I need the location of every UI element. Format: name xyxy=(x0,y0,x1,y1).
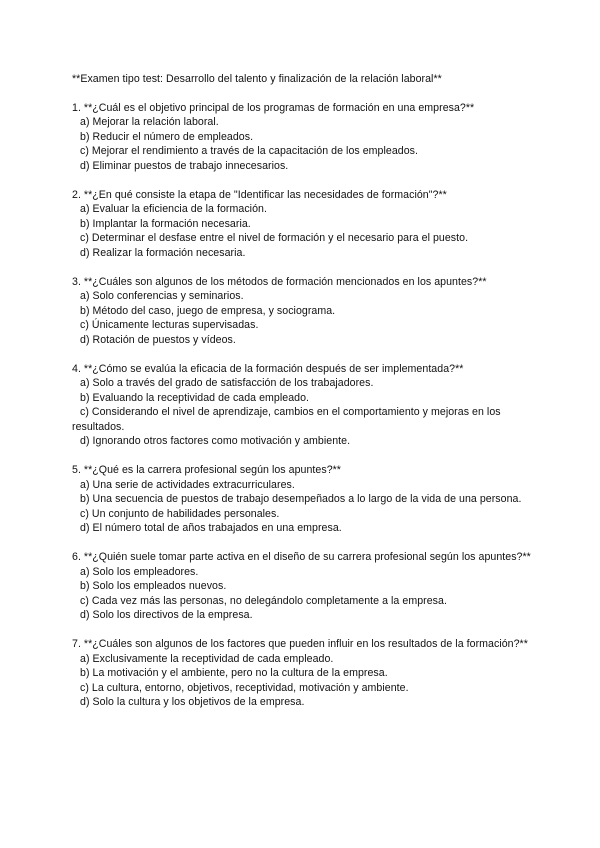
answer-option-a: a) Exclusivamente la receptividad de cada empleado. xyxy=(80,652,334,665)
question-4 xyxy=(72,362,532,449)
answer-option-c: c) Considerando el nivel de aprendizaje, cambios en el comportamiento y mejoras en los resultados. xyxy=(72,406,501,433)
answer-option-b: b) Reducir el número de empleados. xyxy=(80,130,254,143)
answer-option-c: c) La cultura, entorno, objetivos, receptividad, motivación y ambiente. xyxy=(80,681,409,694)
document-title: **Examen tipo test: Desarrollo del talento y finalización de la relación laboral** xyxy=(72,73,442,85)
question-text: 3. **¿Cuáles son algunos de los métodos de formación mencionados en los apuntes?** xyxy=(72,275,487,288)
answer-option-d: d) El número total de años trabajados en una empresa. xyxy=(80,522,342,534)
answer-option-d: d) Eliminar puestos de trabajo innecesarios. xyxy=(80,159,289,172)
answer-option-c: c) Un conjunto de habilidades personales. xyxy=(80,507,280,520)
answer-option-c: c) Mejorar el rendimiento a través de la capacitación de los empleados. xyxy=(80,145,419,157)
answer-option-b: b) Implantar la formación necesaria. xyxy=(80,217,251,230)
answer-option-b: b) Una secuencia de puestos de trabajo desempeñados a lo largo de la vida de una persona. xyxy=(80,493,522,505)
answer-option-d: d) Realizar la formación necesaria. xyxy=(80,246,246,259)
answer-option-a: a) Solo los empleadores. xyxy=(80,565,199,578)
question-2 xyxy=(72,188,532,261)
answer-option-d: d) Solo los directivos de la empresa. xyxy=(80,609,253,621)
answer-option-c: c) Únicamente lecturas supervisadas. xyxy=(80,319,259,331)
question-text: 1. **¿Cuál es el objetivo principal de los programas de formación en una empresa?** xyxy=(72,101,475,114)
answer-option-a: a) Evaluar la eficiencia de la formación. xyxy=(80,203,267,215)
question-1 xyxy=(72,101,532,174)
answer-option-a: a) Solo a través del grado de satisfacción de los trabajadores. xyxy=(80,377,374,389)
question-6 xyxy=(72,550,532,623)
answer-option-d: d) Rotación de puestos y vídeos. xyxy=(80,333,236,346)
question-7 xyxy=(72,637,532,710)
question-5 xyxy=(72,463,532,536)
answer-option-d: d) Solo la cultura y los objetivos de la empresa. xyxy=(80,696,305,708)
answer-option-a: a) Solo conferencias y seminarios. xyxy=(80,290,244,302)
question-3 xyxy=(72,275,532,348)
answer-option-d: d) Ignorando otros factores como motivación y ambiente. xyxy=(80,435,351,447)
answer-option-c: c) Determinar el desfase entre el nivel de formación y el necesario para el puesto. xyxy=(80,232,469,244)
question-text: 7. **¿Cuáles son algunos de los factores que pueden influir en los resultados de la formación?** xyxy=(72,638,528,650)
question-text: 5. **¿Qué es la carrera profesional según los apuntes?** xyxy=(72,464,341,476)
answer-option-c: c) Cada vez más las personas, no delegándolo completamente a la empresa. xyxy=(80,594,447,607)
question-text: 4. **¿Cómo se evalúa la eficacia de la formación después de ser implementada?** xyxy=(72,362,464,375)
document-content xyxy=(72,72,532,724)
question-text: 6. **¿Quién suele tomar parte activa en el diseño de su carrera profesional según los apuntes?** xyxy=(72,551,531,563)
answer-option-b: b) Método del caso, juego de empresa, y sociograma. xyxy=(80,304,336,317)
answer-option-a: a) Una serie de actividades extracurriculares. xyxy=(80,478,295,491)
answer-option-a: a) Mejorar la relación laboral. xyxy=(80,116,219,128)
answer-option-b: b) Evaluando la receptividad de cada empleado. xyxy=(80,391,310,404)
question-text: 2. **¿En qué consiste la etapa de "Identificar las necesidades de formación"?** xyxy=(72,188,447,201)
answer-option-b: b) La motivación y el ambiente, pero no la cultura de la empresa. xyxy=(80,667,388,679)
answer-option-b: b) Solo los empleados nuevos. xyxy=(80,580,227,592)
